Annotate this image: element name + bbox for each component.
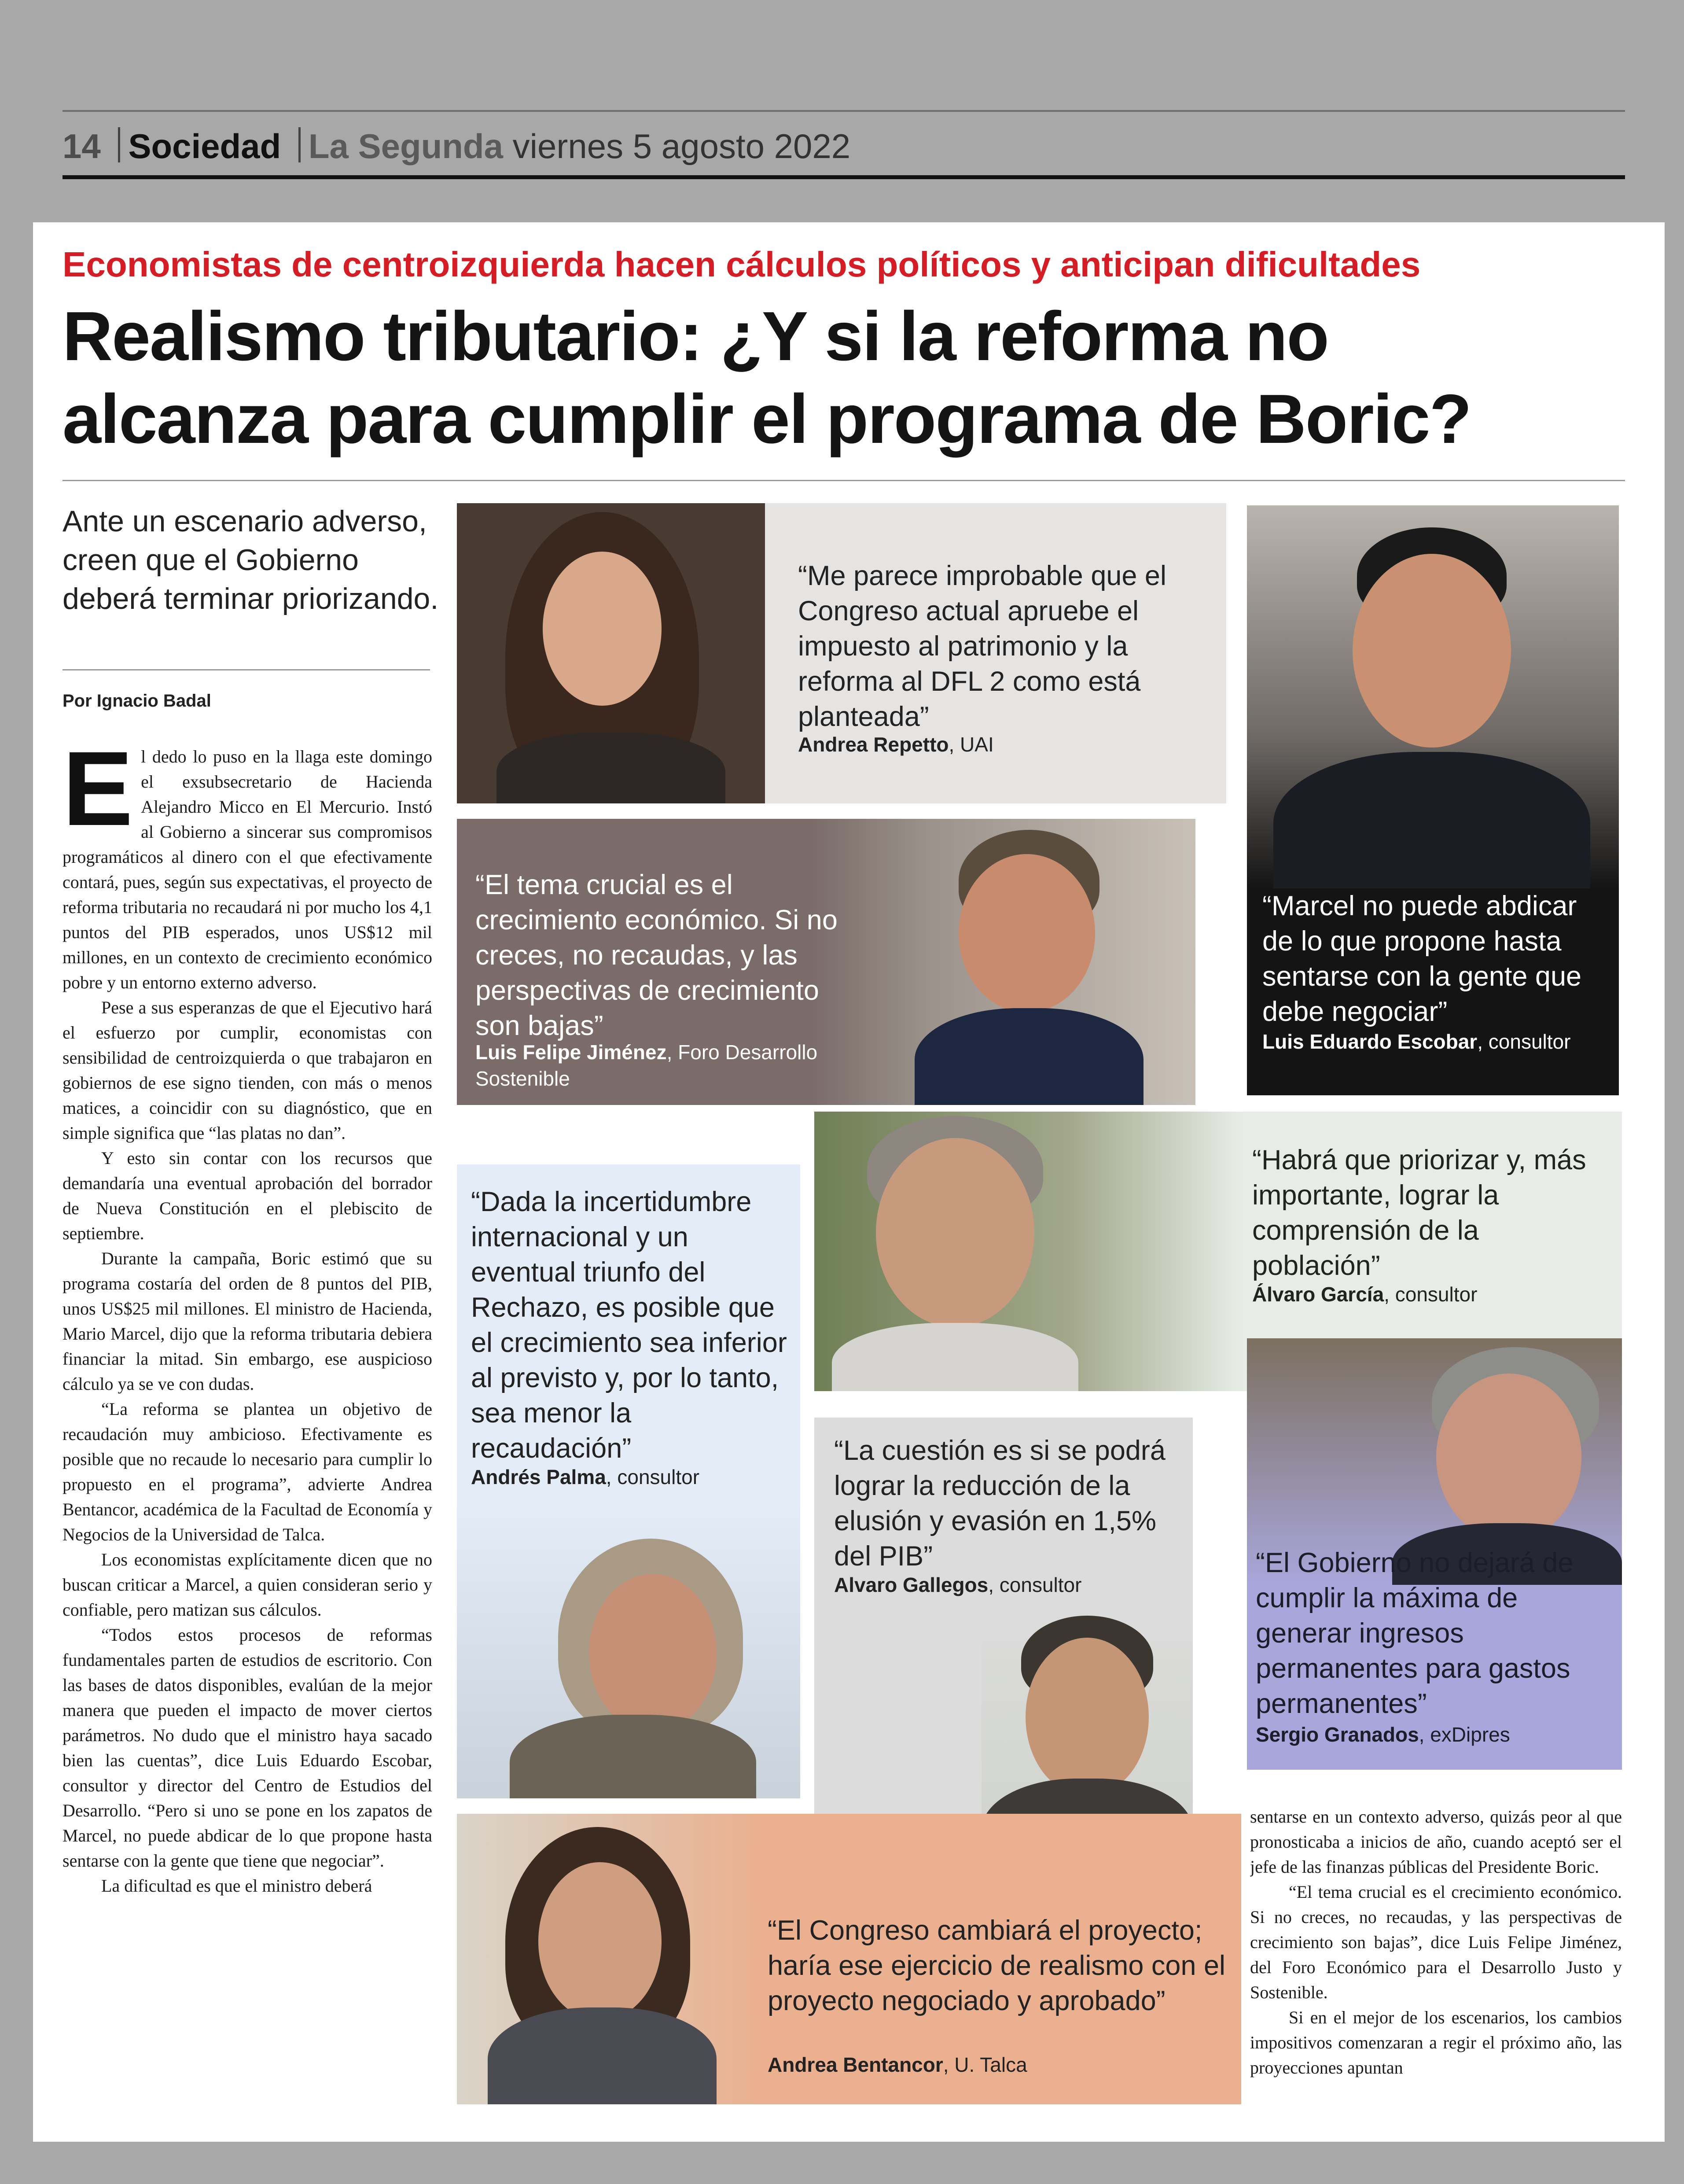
quote-box-escobar bbox=[1247, 505, 1619, 1095]
page-header bbox=[63, 110, 1625, 180]
header-separator bbox=[118, 127, 120, 162]
quote-attribution-gallegos: Alvaro Gallegos, consultor bbox=[834, 1573, 1082, 1596]
page-number: 14 bbox=[63, 127, 101, 166]
quote-attribution-bentancor: Andrea Bentancor, U. Talca bbox=[768, 2053, 1027, 2076]
body-paragraph: “El tema crucial es el crecimiento económico. Si no creces, no recaudas, y las perspectivas de crecimiento son bajas”, dice Luis Felipe Jiménez, del Foro Económico para el Desarrollo Justo y Sostenible. bbox=[1250, 1882, 1622, 2002]
article-kicker: Economistas de centroizquierda hacen cálculos políticos y anticipan dificultades bbox=[63, 245, 1421, 284]
body-paragraph: Los economistas explícitamente dicen que no buscan criticar a Marcel, a quien consideran serio y confiable, pero matizan sus cálculos. bbox=[63, 1550, 432, 1620]
quote-text-jimenez: “El tema crucial es el crecimiento económico. Si no creces, no recaudas, y las perspectivas de crecimiento son bajas” bbox=[475, 869, 838, 1041]
body-paragraph: Si en el mejor de los escenarios, los cambios impositivos comenzaran a regir el próximo año, las proyecciones apuntan bbox=[1250, 2007, 1622, 2077]
article-body-column-3 bbox=[1250, 1804, 1622, 2130]
drop-cap: E bbox=[63, 744, 133, 847]
deck-rule bbox=[63, 669, 430, 670]
quote-box-jimenez bbox=[457, 819, 1195, 1105]
body-paragraph: “Todos estos procesos de reformas fundamentales parten de estudios de escritorio. Con las bases de datos disponibles, evalúan de la mejor manera que pueden el impacto de mover ciertos parámetros. No dudo que el ministro haya sacado bien las cuentas”, dice Luis Eduardo Escobar, consultor y director del Centro de Estudios del Desarrollo. “Pero si uno se pone en los zapatos de Marcel, no puede abdicar de lo que propone hasta sentarse con la gente que tiene que negociar”. bbox=[63, 1625, 432, 1871]
portrait-luis-eduardo-escobar bbox=[1247, 505, 1619, 888]
quote-text-escobar: “Marcel no puede abdicar de lo que propone hasta sentarse con la gente que debe negociar” bbox=[1262, 891, 1582, 1027]
quote-attribution-escobar: Luis Eduardo Escobar, consultor bbox=[1262, 1030, 1571, 1053]
header-bottom-rule bbox=[63, 175, 1625, 179]
quote-box-granados bbox=[1247, 1338, 1622, 1770]
portrait-alvaro-garcia bbox=[814, 1112, 1241, 1391]
portrait-andrea-repetto bbox=[457, 503, 765, 803]
section-name: Sociedad bbox=[128, 127, 281, 166]
quote-attribution-palma: Andrés Palma, consultor bbox=[471, 1466, 700, 1488]
quote-text-granados: “El Gobierno no dejará de cumplir la máxima de generar ingresos permanentes para gastos permanentes” bbox=[1256, 1547, 1574, 1719]
quote-box-bentancor bbox=[457, 1814, 1241, 2104]
article-body-column-1 bbox=[63, 744, 432, 2113]
quote-text-palma: “Dada la incertidumbre internacional y un eventual triunfo del Rechazo, es posible que el crecimiento sea inferior al previsto y, por lo tanto, sea menor la recaudación” bbox=[471, 1186, 787, 1464]
article-deck: Ante un escenario adverso, creen que el Gobierno deberá terminar priorizando. bbox=[63, 505, 439, 615]
portrait-andrea-bentancor bbox=[457, 1814, 761, 2104]
body-paragraph: sentarse en un contexto adverso, quizás peor al que pronosticaba a inicios de año, cuando aceptó ser el jefe de las finanzas públicas del Presidente Boric. bbox=[1250, 1807, 1622, 1877]
headline-rule bbox=[63, 480, 1625, 481]
quote-text-repetto: “Me parece improbable que el Congreso actual apruebe el impuesto al patrimonio y la reforma al DFL 2 como está planteada” bbox=[798, 560, 1166, 732]
body-paragraph: La dificultad es que el ministro deberá bbox=[101, 1876, 372, 1896]
quote-box-gallegos bbox=[814, 1418, 1193, 1871]
publication-name: La Segunda bbox=[308, 127, 503, 166]
article-byline: Por Ignacio Badal bbox=[63, 691, 211, 711]
header-separator bbox=[298, 127, 301, 162]
body-paragraph: Y esto sin contar con los recursos que demandaría una eventual aprobación del borrador de Nueva Constitución en el plebiscito de septiembre. bbox=[63, 1148, 432, 1243]
portrait-andres-palma bbox=[457, 1503, 800, 1798]
quote-attribution-garcia: Álvaro García, consultor bbox=[1252, 1283, 1478, 1306]
quote-box-palma bbox=[457, 1164, 800, 1798]
quote-box-repetto bbox=[457, 503, 1226, 803]
quote-text-bentancor: “El Congreso cambiará el proyecto; haría ese ejercicio de realismo con el proyecto negociado y aprobado” bbox=[768, 1915, 1226, 2016]
issue-date: viernes 5 agosto 2022 bbox=[512, 127, 851, 166]
body-paragraph: “La reforma se plantea un objetivo de recaudación muy ambicioso. Efectivamente es posible que no recaude lo necesario para cumplir lo propuesto en el programa”, advierte Andrea Bentancor, académica de la Facultad de Economía y Negocios de la Universidad de Talca. bbox=[63, 1399, 432, 1544]
portrait-luis-felipe-jimenez bbox=[813, 819, 1195, 1105]
body-paragraph: Pese a sus esperanzas de que el Ejecutivo hará el esfuerzo por cumplir, economistas con sensibilidad de centroizquierda o que trabajaron en gobiernos de ese signo tienden, con más o menos matices, a coincidir con su diagnóstico, que en simple significa que “las platas no dan”. bbox=[63, 998, 432, 1143]
body-paragraph: El dedo lo puso en la llaga este domingo el exsubsecretario de Hacienda Alejandro Micco en El Mercurio. Instó al Gobierno a sincerar sus compromisos programáticos al dinero con el que efectivamente contará, pues, según sus expectativas, el proyecto de reforma tributaria no recaudará ni por mucho los 4,1 puntos del PIB esperados, unos US$12 mil millones, en un contexto de crecimiento económico pobre y un entorno externo adverso. bbox=[63, 744, 432, 992]
quote-attribution-jimenez: Luis Felipe Jiménez, Foro Desarrollo Sostenible bbox=[475, 1041, 818, 1090]
header-top-rule bbox=[63, 110, 1625, 112]
quote-text-gallegos: “La cuestión es si se podrá lograr la reducción de la elusión y evasión en 1,5% del PIB” bbox=[834, 1435, 1166, 1572]
body-paragraph: Durante la campaña, Boric estimó que su programa costaría del orden de 8 puntos del PIB, unos US$25 mil millones. El ministro de Hacienda, Mario Marcel, dijo que la reforma tributaria debiera financiar la mitad. Sin embargo, ese auspicioso cálculo ya se ve con dudas. bbox=[63, 1249, 432, 1394]
header-row bbox=[63, 120, 850, 173]
quote-text-garcia: “Habrá que priorizar y, más importante, lograr la comprensión de la población” bbox=[1252, 1145, 1586, 1281]
article-headline: Realismo tributario: ¿Y si la reforma no alcanza para cumplir el programa de Boric? bbox=[63, 298, 1471, 458]
quote-attribution-granados: Sergio Granados, exDipres bbox=[1256, 1723, 1510, 1746]
quote-attribution-repetto: Andrea Repetto, UAI bbox=[798, 733, 994, 756]
